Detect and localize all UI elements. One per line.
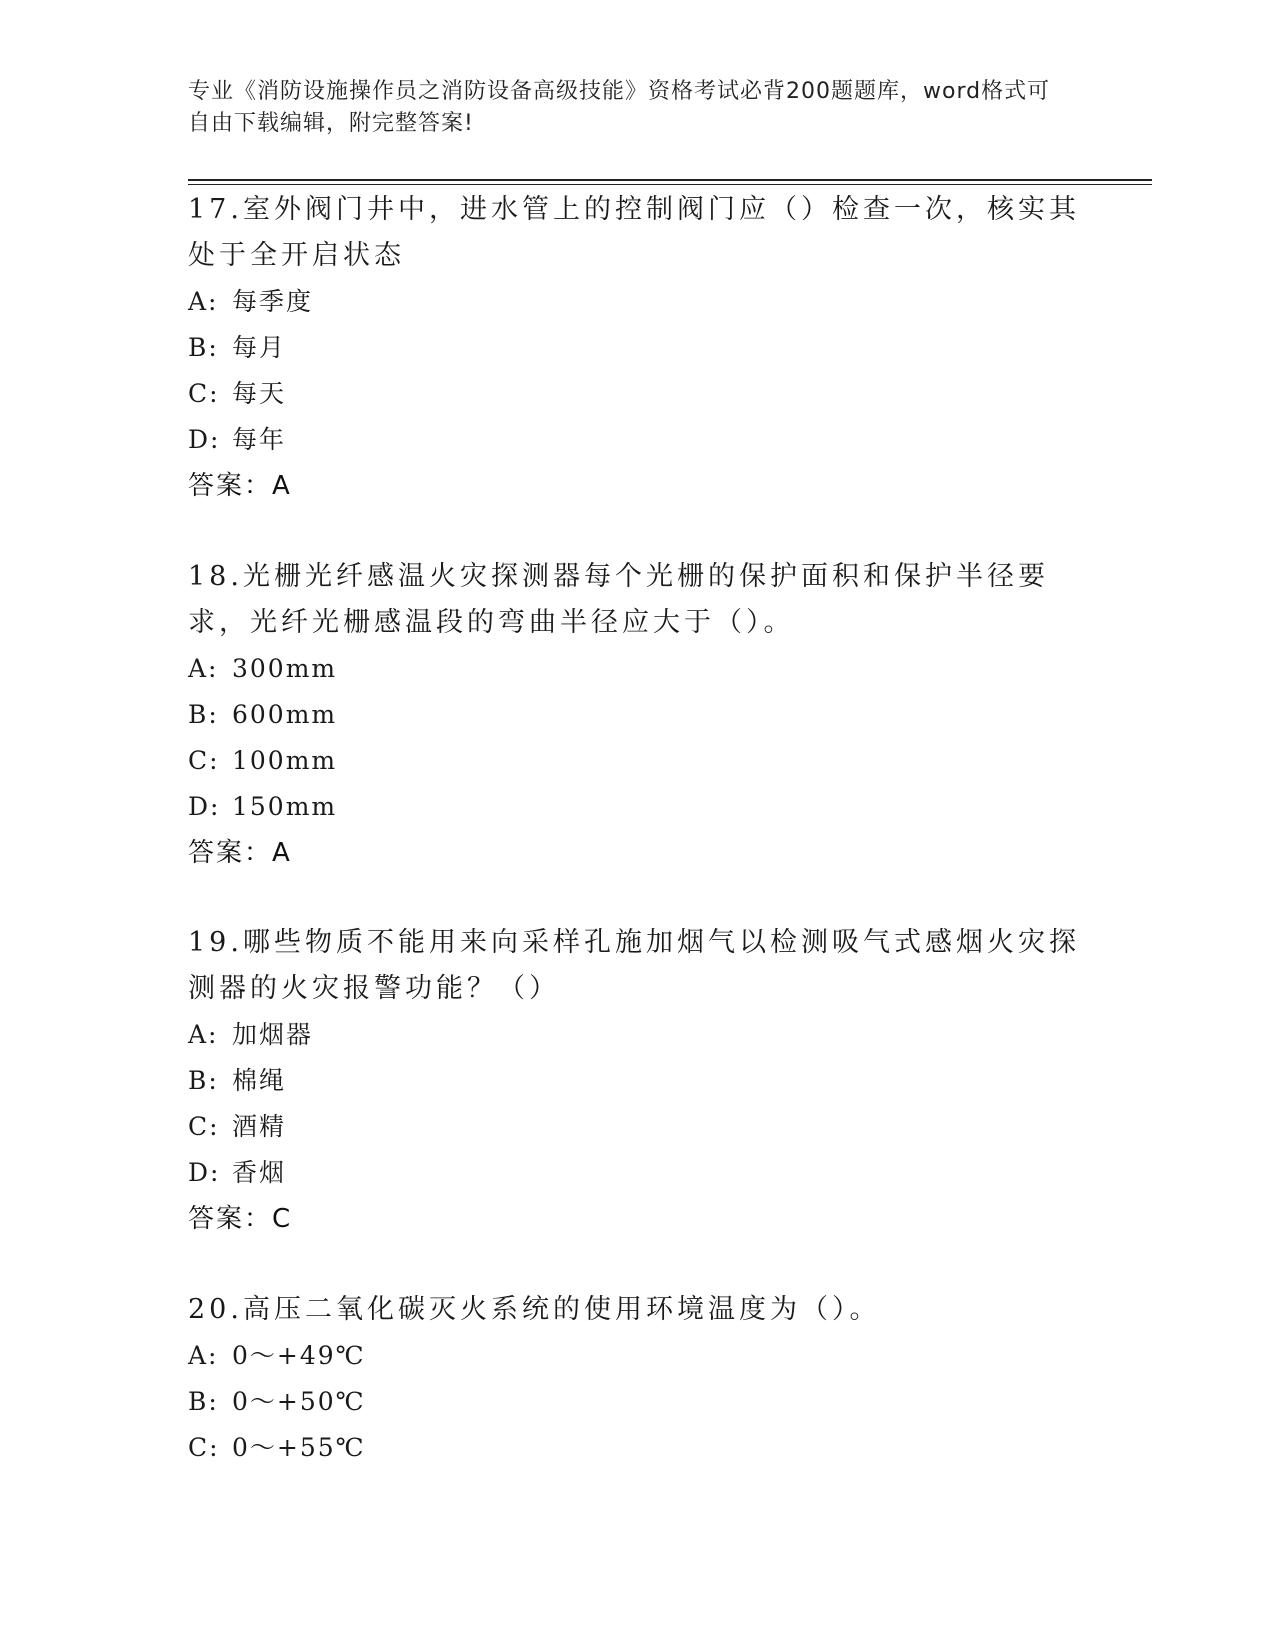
option-letter: C: — [188, 379, 220, 408]
option-text: 0～+50℃ — [232, 1387, 366, 1416]
question-19 — [188, 920, 1088, 1242]
option-c — [188, 738, 1088, 784]
document-header — [188, 76, 1068, 140]
option-b — [188, 1379, 1088, 1425]
option-letter: A: — [188, 287, 219, 316]
option-a — [188, 646, 1088, 692]
question-stem: 18.光栅光纤感温火灾探测器每个光栅的保护面积和保护半径要求，光纤光栅感温段的弯曲半径应大于（）。 — [188, 561, 1049, 638]
question-stem: 20.高压二氧化碳灭火系统的使用环境温度为（）。 — [188, 1294, 881, 1325]
option-text: 100mm — [232, 746, 338, 775]
option-letter: B: — [188, 1066, 219, 1095]
option-text: 0～+55℃ — [232, 1433, 366, 1462]
answer-line: 答案：C — [188, 1204, 293, 1234]
option-letter: C: — [188, 746, 220, 775]
question-stem: 19.哪些物质不能用来向采样孔施加烟气以检测吸气式感烟火灾探测器的火灾报警功能？（） — [188, 927, 1080, 1004]
option-letter: D: — [188, 1158, 221, 1187]
option-d — [188, 417, 1088, 463]
option-letter: A: — [188, 1341, 219, 1370]
option-letter: C: — [188, 1112, 220, 1141]
option-letter: B: — [188, 700, 219, 729]
option-d — [188, 784, 1088, 830]
question-stem: 17.室外阀门井中，进水管上的控制阀门应（）检查一次，核实其处于全开启状态 — [188, 194, 1080, 271]
answer-line: 答案：A — [188, 471, 292, 501]
header-divider-thin — [188, 184, 1152, 185]
option-text: 酒精 — [232, 1112, 287, 1141]
option-letter: C: — [188, 1433, 220, 1462]
option-letter: B: — [188, 333, 219, 362]
option-a — [188, 1012, 1088, 1058]
header-divider-thick — [188, 179, 1152, 181]
option-text: 每月 — [232, 333, 287, 362]
option-letter: A: — [188, 1020, 219, 1049]
option-b — [188, 692, 1088, 738]
option-text: 0～+49℃ — [232, 1341, 366, 1370]
option-c — [188, 1425, 1088, 1471]
option-text: 棉绳 — [232, 1066, 287, 1095]
answer-line: 答案：A — [188, 838, 292, 868]
option-text: 600mm — [232, 700, 338, 729]
option-letter: A: — [188, 654, 219, 683]
option-text: 香烟 — [232, 1158, 287, 1187]
option-text: 150mm — [232, 792, 338, 821]
option-d — [188, 1150, 1088, 1196]
option-letter: B: — [188, 1387, 219, 1416]
option-text: 加烟器 — [232, 1020, 314, 1049]
header-text: 专业《消防设施操作员之消防设备高级技能》资格考试必背200题题库，word格式可自由下载编辑，附完整答案! — [188, 79, 1051, 136]
option-a — [188, 1333, 1088, 1379]
option-text: 每天 — [232, 379, 287, 408]
option-text: 300mm — [232, 654, 338, 683]
question-20 — [188, 1287, 1088, 1471]
option-text: 每年 — [232, 425, 287, 454]
option-letter: D: — [188, 425, 221, 454]
question-18 — [188, 554, 1088, 876]
question-17 — [188, 187, 1088, 509]
option-letter: D: — [188, 792, 221, 821]
option-c — [188, 1104, 1088, 1150]
option-text: 每季度 — [232, 287, 314, 316]
option-b — [188, 325, 1088, 371]
option-c — [188, 371, 1088, 417]
option-b — [188, 1058, 1088, 1104]
option-a — [188, 279, 1088, 325]
